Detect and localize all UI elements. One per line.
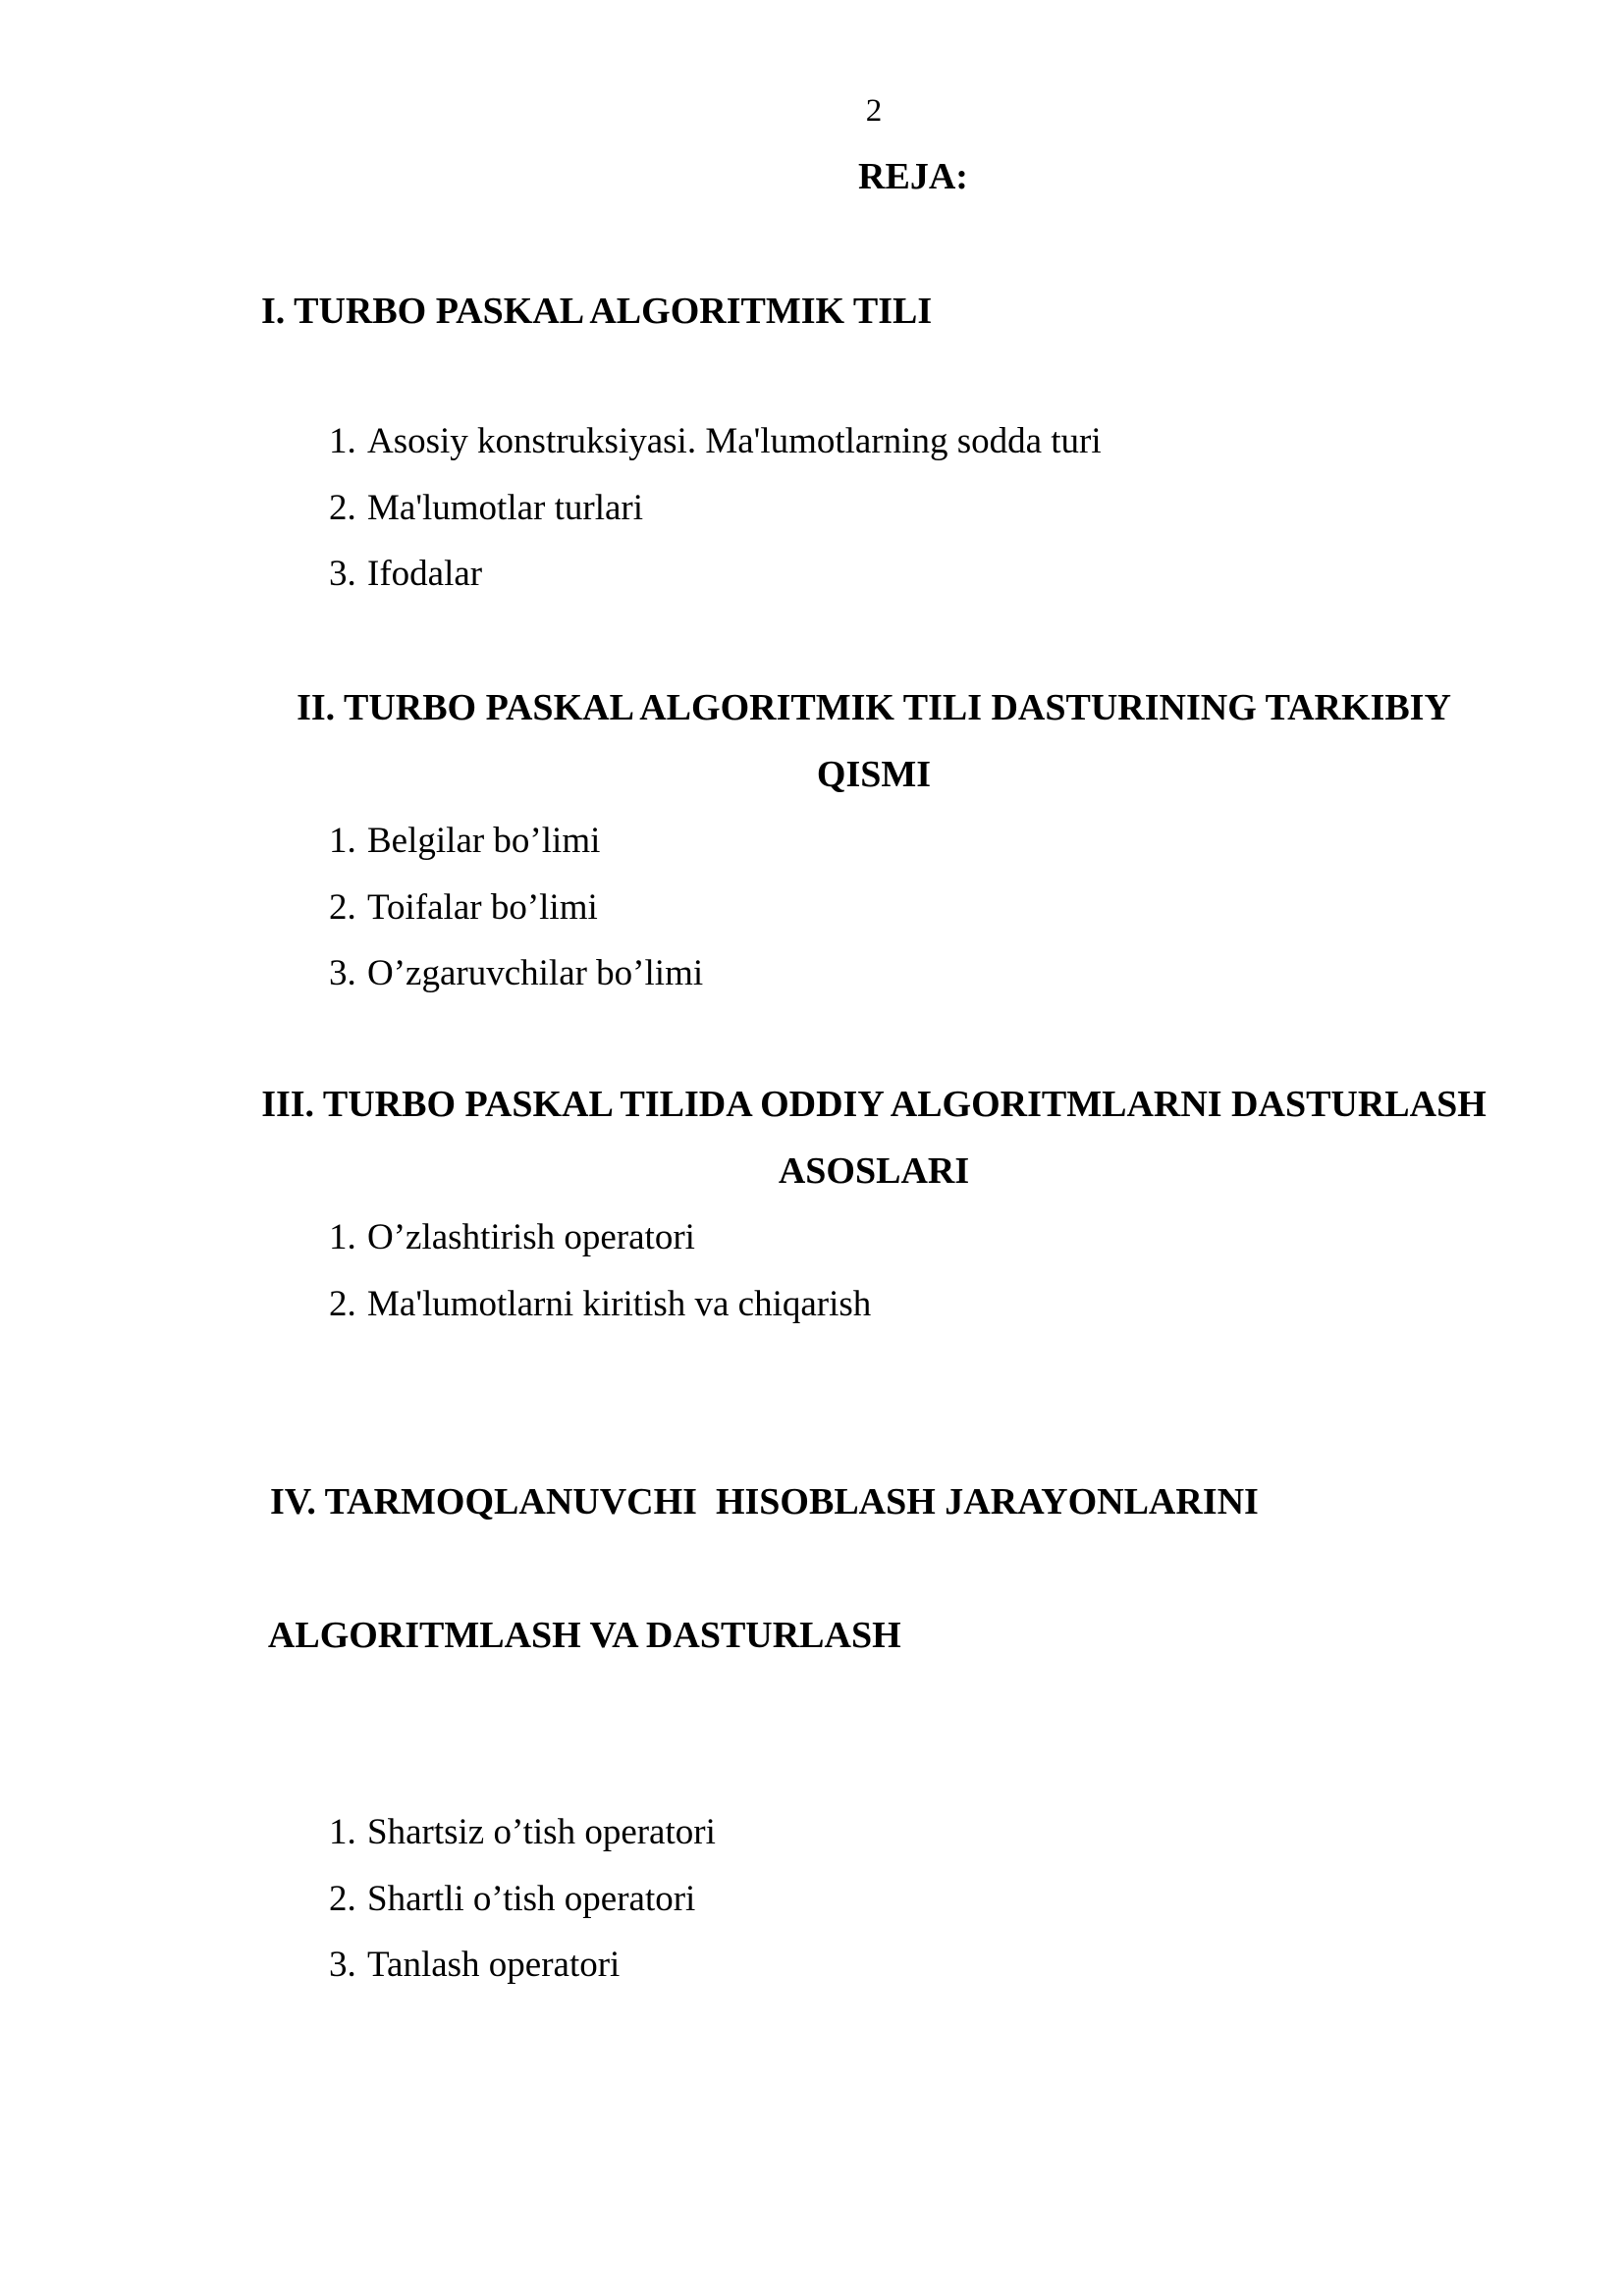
item-text: Toifalar bo’limi [367,886,598,928]
list-item [0,940,1624,1007]
item-text: Ma'lumotlar turlari [367,487,644,528]
item-text: Ifodalar [367,554,483,594]
item-text: Belgilar bo’limi [367,821,601,861]
item-number: 2. [329,1878,356,1919]
section-heading [0,1402,1624,1735]
section-items [0,1799,1624,1999]
item-text: Tanlash operatori [367,1945,621,1985]
list-item [0,541,1624,608]
section-3 [0,1071,1624,1337]
item-text: O’zlashtirish operatori [367,1217,695,1257]
item-number: 3. [329,554,356,594]
section-heading-line: III. TURBO PASKAL TILIDA ODDIY ALGORITMLARNI DASTURLASH [261,1084,1487,1125]
item-number: 3. [329,953,356,993]
item-number: 1. [329,1217,356,1257]
section-4 [0,1402,1624,1999]
section-heading-line: II. TURBO PASKAL ALGORITMIK TILI DASTURINING TARKIBIY [297,687,1451,728]
item-number: 1. [329,421,356,461]
section-heading [0,1071,1624,1204]
item-text: Shartli o’tish operatori [367,1878,696,1919]
section-items [0,1204,1624,1337]
item-number: 2. [329,886,356,928]
section-2 [0,674,1624,1007]
plan-title: REJA: [858,156,968,197]
list-item [0,1932,1624,1999]
item-text: Shartsiz o’tish operatori [367,1812,716,1852]
section-heading-line: I. TURBO PASKAL ALGORITMIK TILI [261,291,933,332]
section-1 [0,278,1624,608]
list-item [0,1271,1624,1338]
item-number: 3. [329,1945,356,1985]
list-item [0,1866,1624,1933]
item-number: 2. [329,1283,356,1324]
section-heading [0,674,1624,808]
item-number: 1. [329,1812,356,1852]
item-number: 2. [329,487,356,528]
page-number: 2 [865,93,883,129]
section-heading-line: IV. TARMOQLANUVCHI HISOBLASH JARAYONLARINI [270,1481,1259,1522]
section-heading-line: QISMI [816,754,932,795]
section-heading-line: ASOSLARI [778,1150,970,1192]
list-item [0,475,1624,542]
item-text: O’zgaruvchilar bo’limi [367,953,704,993]
list-item [0,1799,1624,1866]
item-text: Ma'lumotlarni kiritish va chiqarish [367,1283,872,1324]
list-item [0,808,1624,875]
list-item [0,408,1624,475]
item-text: Asosiy konstruksiyasi. Ma'lumotlarning sodda turi [367,421,1102,461]
item-number: 1. [329,821,356,861]
list-item [0,1204,1624,1271]
section-heading [0,278,1624,345]
section-heading-line: ALGORITMLASH VA DASTURLASH [267,1615,901,1656]
section-items [0,408,1624,608]
list-item [0,875,1624,941]
section-items [0,808,1624,1007]
